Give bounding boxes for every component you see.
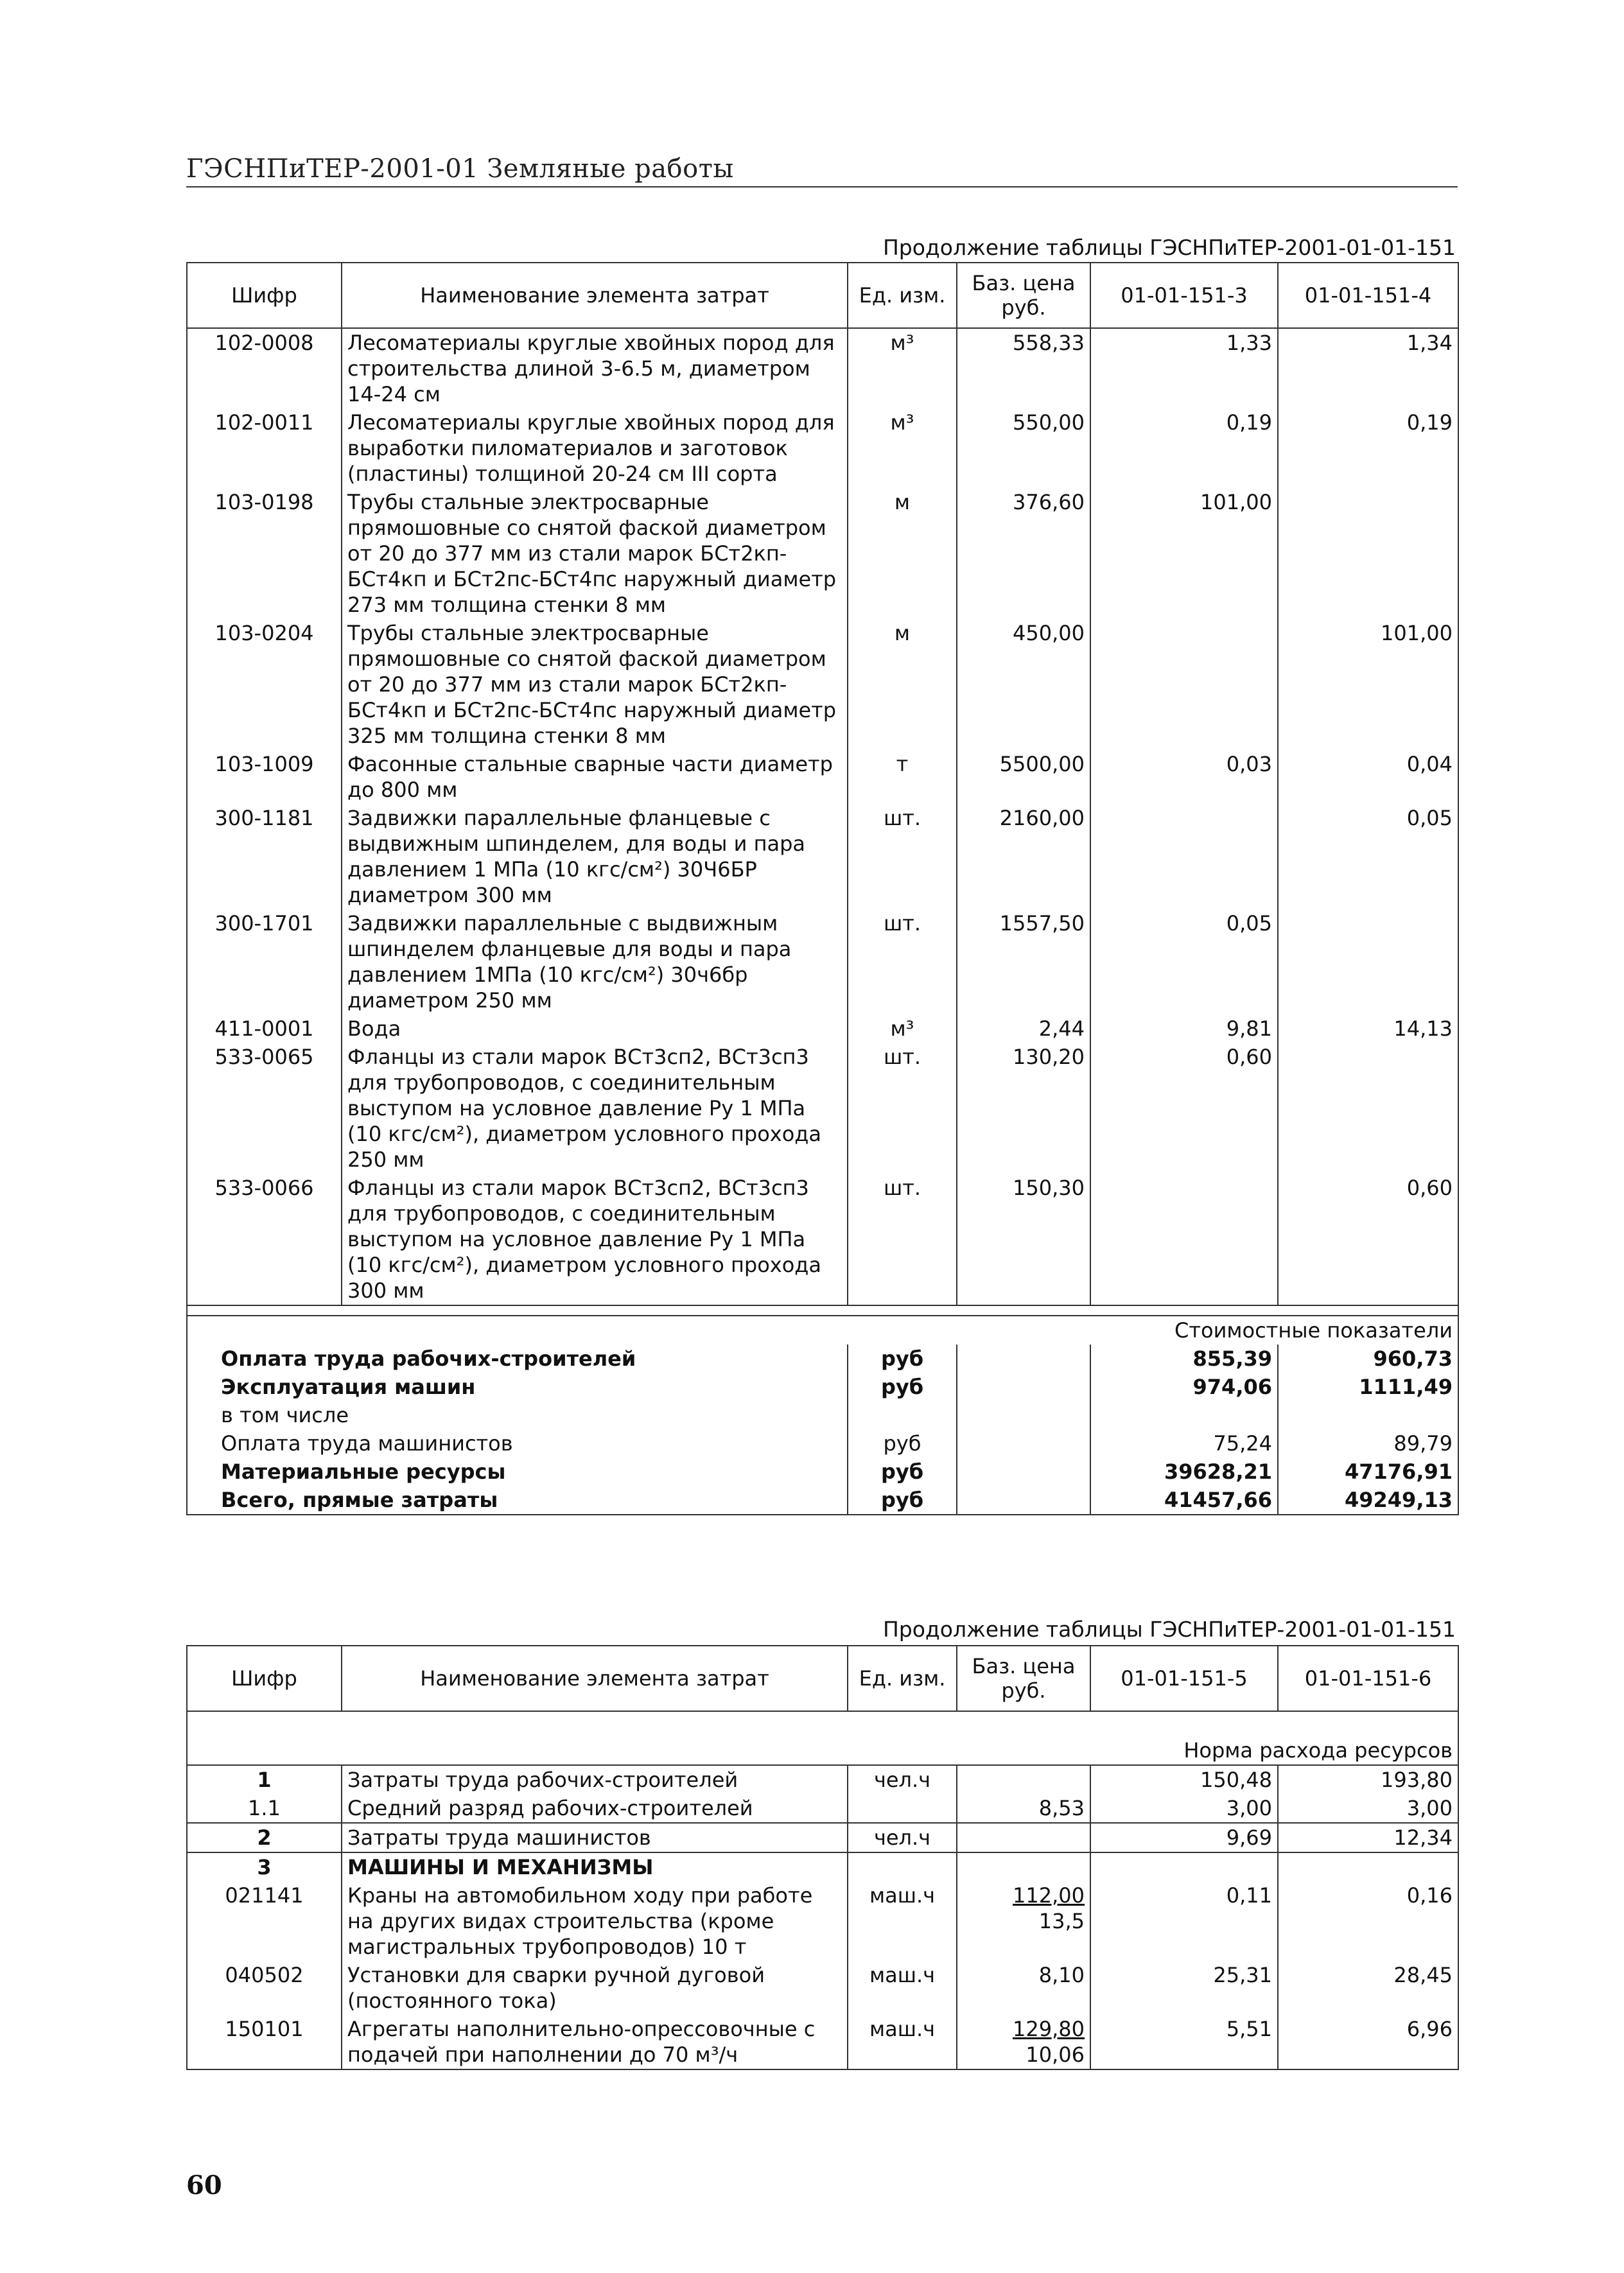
- summary-label: Всего, прямые затраты: [187, 1486, 848, 1515]
- summary-unit: руб: [848, 1429, 957, 1458]
- table-row: [187, 619, 1458, 750]
- table-row: [187, 1852, 1458, 1881]
- summary-value-a: 75,24: [1090, 1429, 1278, 1458]
- resource-unit: м: [848, 619, 957, 750]
- norm-value-b: [1278, 1852, 1458, 1881]
- norm-value-b: 0,04: [1278, 750, 1458, 804]
- resource-name: Фланцы из стали марок ВСт3сп2, ВСт3сп3 для трубопроводов, с соединительным выступом на условное давление Ру 1 МПа (10 кгс/см²), диаметром условного прохода 300 мм: [342, 1174, 848, 1305]
- resource-name: Задвижки параллельные с выдвижным шпинделем фланцевые для воды и пара давлением 1МПа (10 кгс/см²) 30ч6бр диаметром 250 мм: [342, 909, 848, 1015]
- norm-value-a: [1090, 1852, 1278, 1881]
- col-code-header: Шифр: [187, 1646, 342, 1711]
- resource-unit: шт.: [848, 909, 957, 1015]
- resource-code: 2: [187, 1823, 342, 1852]
- col-unit-header: Ед. изм.: [848, 263, 957, 328]
- table-row: [187, 408, 1458, 488]
- resource-unit: маш.ч: [848, 1961, 957, 2015]
- section-label: Норма расхода ресурсов: [187, 1711, 1458, 1765]
- resource-name: Средний разряд рабочих-строителей: [342, 1794, 848, 1823]
- resource-name: Трубы стальные электросварные прямошовные со снятой фаской диаметром от 20 до 377 мм из стали марок БСт2кп-БСт4кп и БСт2пс-БСт4пс наружный диаметр 325 мм толщина стенки 8 мм: [342, 619, 848, 750]
- resource-code: 102-0011: [187, 408, 342, 488]
- resource-code: 411-0001: [187, 1015, 342, 1043]
- table-row: [187, 1015, 1458, 1043]
- norm-value-b: 3,00: [1278, 1794, 1458, 1823]
- running-header: ГЭСНПиТЕР-2001-01 Земляные работы: [186, 154, 734, 184]
- col-name-header: Наименование элемента затрат: [342, 263, 848, 328]
- table2-section-row: [187, 1711, 1458, 1765]
- resource-table-2: [186, 1645, 1459, 2070]
- resource-code: 103-0204: [187, 619, 342, 750]
- resource-name: Трубы стальные электросварные прямошовные со снятой фаской диаметром от 20 до 377 мм из стали марок БСт2кп-БСт4кп и БСт2пс-БСт4пс наружный диаметр 273 мм толщина стенки 8 мм: [342, 488, 848, 619]
- summary-unit: руб: [848, 1458, 957, 1486]
- summary-row: [187, 1401, 1458, 1429]
- resource-code: 533-0066: [187, 1174, 342, 1305]
- base-price: 558,33: [957, 328, 1090, 408]
- base-price: 550,00: [957, 408, 1090, 488]
- resource-name: Краны на автомобильном ходу при работе на других видах строительства (кроме магистральных трубопроводов) 10 т: [342, 1881, 848, 1961]
- summary-value-b: 47176,91: [1278, 1458, 1458, 1486]
- norm-value-a: 5,51: [1090, 2015, 1278, 2069]
- table-row: [187, 1794, 1458, 1823]
- norm-value-a: 25,31: [1090, 1961, 1278, 2015]
- base-price: 5500,00: [957, 750, 1090, 804]
- summary-value-a: 855,39: [1090, 1345, 1278, 1373]
- resource-code: 300-1701: [187, 909, 342, 1015]
- summary-label: Оплата труда рабочих-строителей: [187, 1345, 848, 1373]
- norm-value-b: 193,80: [1278, 1765, 1458, 1794]
- norm-value-b: 0,05: [1278, 804, 1458, 909]
- col-code-header: Шифр: [187, 263, 342, 328]
- summary-value-b: [1278, 1401, 1458, 1429]
- resource-unit: шт.: [848, 1174, 957, 1305]
- table2-continuation-caption: Продолжение таблицы ГЭСНПиТЕР-2001-01-01-151: [882, 1617, 1456, 1642]
- base-price-wage: 10,06: [1026, 2042, 1085, 2067]
- norm-value-a: 3,00: [1090, 1794, 1278, 1823]
- norm-value-a: 0,60: [1090, 1043, 1278, 1174]
- base-price: [957, 1961, 1090, 2015]
- resource-name: Фасонные стальные сварные части диаметр до 800 мм: [342, 750, 848, 804]
- page-number: 60: [186, 2170, 222, 2200]
- table-row: [187, 909, 1458, 1015]
- resource-name: Фланцы из стали марок ВСт3сп2, ВСт3сп3 для трубопроводов, с соединительным выступом на условное давление Ру 1 МПа (10 кгс/см²), диаметром условного прохода 250 мм: [342, 1043, 848, 1174]
- resource-unit: [848, 1794, 957, 1823]
- norm-value-b: [1278, 909, 1458, 1015]
- base-price: [957, 1852, 1090, 1881]
- summary-value-a: 39628,21: [1090, 1458, 1278, 1486]
- table2-body: [187, 1711, 1458, 2069]
- summary-row: [187, 1429, 1458, 1458]
- base-price: [957, 1823, 1090, 1852]
- separator-cell: [187, 1305, 1458, 1316]
- norm-value-a: 9,81: [1090, 1015, 1278, 1043]
- resource-code: 1: [187, 1765, 342, 1794]
- table1-header-row: [187, 263, 1458, 328]
- summary-value-b: 89,79: [1278, 1429, 1458, 1458]
- norm-value-b: 0,19: [1278, 408, 1458, 488]
- summary-price: [957, 1345, 1090, 1373]
- base-price: 376,60: [957, 488, 1090, 619]
- resource-unit: [848, 1852, 957, 1881]
- table-row: [187, 804, 1458, 909]
- summary-price: [957, 1401, 1090, 1429]
- norm-value-b: [1278, 488, 1458, 619]
- table1-body: [187, 328, 1458, 1515]
- base-price-value: 129,80: [1013, 2017, 1085, 2041]
- resource-code: 300-1181: [187, 804, 342, 909]
- summary-price: [957, 1486, 1090, 1515]
- col-unit-header: Ед. изм.: [848, 1646, 957, 1711]
- norm-value-a: [1090, 619, 1278, 750]
- summary-row: [187, 1373, 1458, 1401]
- resource-unit: м³: [848, 1015, 957, 1043]
- col-b-header: 01-01-151-6: [1278, 1646, 1458, 1711]
- resource-code: 103-1009: [187, 750, 342, 804]
- norm-value-a: 0,03: [1090, 750, 1278, 804]
- col-name-header: Наименование элемента затрат: [342, 1646, 848, 1711]
- resource-code: 1.1: [187, 1794, 342, 1823]
- base-price-wage: 13,5: [1038, 1909, 1085, 1933]
- resource-code: 021141: [187, 1881, 342, 1961]
- table1-continuation-caption: Продолжение таблицы ГЭСНПиТЕР-2001-01-01-151: [882, 235, 1456, 260]
- summary-value-b: 960,73: [1278, 1345, 1458, 1373]
- summary-label: Материальные ресурсы: [187, 1458, 848, 1486]
- table1-separator: [187, 1305, 1458, 1316]
- table-row: [187, 1765, 1458, 1794]
- summary-value-a: 974,06: [1090, 1373, 1278, 1401]
- base-price-value: 112,00: [1013, 1883, 1085, 1908]
- table-row: [187, 488, 1458, 619]
- norm-value-a: 0,05: [1090, 909, 1278, 1015]
- resource-code: 150101: [187, 2015, 342, 2069]
- resource-code: 3: [187, 1852, 342, 1881]
- resource-name: Лесоматериалы круглые хвойных пород для строительства длиной 3-6.5 м, диаметром 14-24 см: [342, 328, 848, 408]
- norm-value-a: 0,19: [1090, 408, 1278, 488]
- resource-unit: чел.ч: [848, 1765, 957, 1794]
- norm-value-a: 101,00: [1090, 488, 1278, 619]
- summary-label: Оплата труда машинистов: [187, 1429, 848, 1458]
- base-price: [957, 1794, 1090, 1823]
- norm-value-b: 28,45: [1278, 1961, 1458, 2015]
- base-price: [957, 1765, 1090, 1794]
- base-price: 1557,50: [957, 909, 1090, 1015]
- table1-section-row: [187, 1316, 1458, 1345]
- norm-value-b: 12,34: [1278, 1823, 1458, 1852]
- col-a-header: 01-01-151-3: [1090, 263, 1278, 328]
- resource-code: 533-0065: [187, 1043, 342, 1174]
- norm-value-b: 6,96: [1278, 2015, 1458, 2069]
- resource-unit: маш.ч: [848, 2015, 957, 2069]
- col-price-header: Баз. цена руб.: [957, 263, 1090, 328]
- base-price: 130,20: [957, 1043, 1090, 1174]
- norm-value-a: 1,33: [1090, 328, 1278, 408]
- resource-name: Вода: [342, 1015, 848, 1043]
- summary-value-b: 49249,13: [1278, 1486, 1458, 1515]
- summary-label: в том числе: [187, 1401, 848, 1429]
- norm-value-a: 0,11: [1090, 1881, 1278, 1961]
- col-b-header: 01-01-151-4: [1278, 263, 1458, 328]
- table-row: [187, 1174, 1458, 1305]
- norm-value-a: [1090, 1174, 1278, 1305]
- base-price: 150,30: [957, 1174, 1090, 1305]
- norm-value-a: [1090, 804, 1278, 909]
- summary-unit: [848, 1401, 957, 1429]
- summary-unit: руб: [848, 1373, 957, 1401]
- summary-unit: руб: [848, 1345, 957, 1373]
- table-row: [187, 1961, 1458, 2015]
- norm-value-b: 0,16: [1278, 1881, 1458, 1961]
- base-price: [957, 1881, 1090, 1961]
- resource-unit: м³: [848, 408, 957, 488]
- norm-value-a: 9,69: [1090, 1823, 1278, 1852]
- resource-unit: шт.: [848, 1043, 957, 1174]
- base-price: 2,44: [957, 1015, 1090, 1043]
- table2-header-row: [187, 1646, 1458, 1711]
- resource-name: МАШИНЫ И МЕХАНИЗМЫ: [342, 1852, 848, 1881]
- resource-name: Установки для сварки ручной дуговой (постоянного тока): [342, 1961, 848, 2015]
- summary-price: [957, 1458, 1090, 1486]
- norm-value-b: 14,13: [1278, 1015, 1458, 1043]
- norm-value-b: 0,60: [1278, 1174, 1458, 1305]
- table-row: [187, 1043, 1458, 1174]
- resource-name: Затраты труда рабочих-строителей: [342, 1765, 848, 1794]
- resource-unit: м³: [848, 328, 957, 408]
- resource-name: Лесоматериалы круглые хвойных пород для выработки пиломатериалов и заготовок (пластины) толщиной 20-24 см III сорта: [342, 408, 848, 488]
- summary-value-a: [1090, 1401, 1278, 1429]
- resource-code: 040502: [187, 1961, 342, 2015]
- base-price-value: 8,53: [1038, 1796, 1085, 1820]
- table-row: [187, 328, 1458, 408]
- resource-code: 103-0198: [187, 488, 342, 619]
- base-price: 2160,00: [957, 804, 1090, 909]
- summary-price: [957, 1373, 1090, 1401]
- resource-unit: м: [848, 488, 957, 619]
- header-rule: [186, 186, 1458, 187]
- table-row: [187, 1881, 1458, 1961]
- norm-value-b: 101,00: [1278, 619, 1458, 750]
- section-label: Стоимостные показатели: [187, 1316, 1458, 1345]
- norm-value-b: [1278, 1043, 1458, 1174]
- resource-unit: шт.: [848, 804, 957, 909]
- table-row: [187, 750, 1458, 804]
- norm-value-a: 150,48: [1090, 1765, 1278, 1794]
- summary-row: [187, 1345, 1458, 1373]
- col-price-header: Баз. цена руб.: [957, 1646, 1090, 1711]
- resource-name: Затраты труда машинистов: [342, 1823, 848, 1852]
- summary-row: [187, 1486, 1458, 1515]
- summary-row: [187, 1458, 1458, 1486]
- resource-unit: чел.ч: [848, 1823, 957, 1852]
- base-price: 450,00: [957, 619, 1090, 750]
- base-price: [957, 2015, 1090, 2069]
- resource-unit: маш.ч: [848, 1881, 957, 1961]
- resource-table-1: [186, 262, 1459, 1515]
- summary-unit: руб: [848, 1486, 957, 1515]
- summary-value-b: 1111,49: [1278, 1373, 1458, 1401]
- resource-unit: т: [848, 750, 957, 804]
- base-price-value: 8,10: [1038, 1963, 1085, 1987]
- resource-name: Задвижки параллельные фланцевые с выдвижным шпинделем, для воды и пара давлением 1 МПа (10 кгс/см²) 30Ч6БР диаметром 300 мм: [342, 804, 848, 909]
- table-row: [187, 1823, 1458, 1852]
- norm-value-b: 1,34: [1278, 328, 1458, 408]
- summary-value-a: 41457,66: [1090, 1486, 1278, 1515]
- resource-code: 102-0008: [187, 328, 342, 408]
- col-a-header: 01-01-151-5: [1090, 1646, 1278, 1711]
- resource-name: Агрегаты наполнительно-опрессовочные с подачей при наполнении до 70 м³/ч: [342, 2015, 848, 2069]
- table-row: [187, 2015, 1458, 2069]
- summary-price: [957, 1429, 1090, 1458]
- summary-label: Эксплуатация машин: [187, 1373, 848, 1401]
